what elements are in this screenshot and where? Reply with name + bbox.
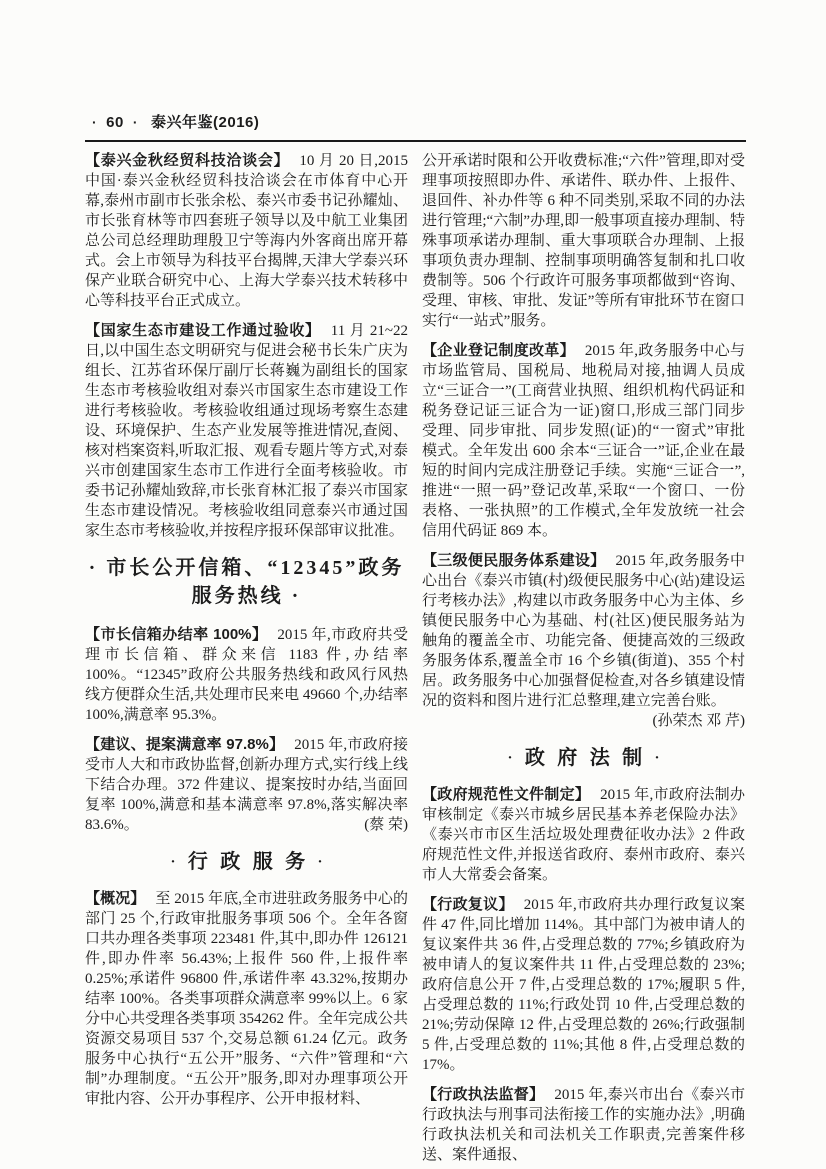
entry-body: 公开承诺时限和公开收费标准;“六件”管理,即对受理事项按照即办件、承诺件、联办件、上报件、退回件、补办件等 6 种不同类别,采取不同的办法进行管理;“六制”办理,即一般事项直接办理制、特殊事项承诺办理制、重大事项联合办理制、上报事项负责办理制、控制事项明确答复制和扎口收费制等。506 个行政许可服务事项都做到“咨询、受理、审核、审批、发证”等所有审批环节在窗口实行“一站式”服务。 — [422, 153, 745, 329]
page-number: 60 — [106, 114, 124, 131]
header-rule — [85, 140, 746, 142]
section-dot-left: · — [507, 750, 513, 766]
entry-title: 【建议、提案满意率 97.8%】 — [85, 736, 285, 753]
entry-title: 【行政复议】 — [422, 896, 514, 913]
section-dot-left: · — [170, 854, 176, 870]
header-dot-left: · — [92, 114, 98, 130]
entry-body: 2015 年,市政府共受理市长信箱、群众来信 1183 件,办结率 100%。“12345”政府公共服务热线和政风行风热线方便群众生活,共处理市民来电 49660 个,办结率 100%,满意率 95.3%。 — [85, 627, 408, 723]
entry-taixing-autumn-fair — [85, 151, 408, 311]
page-header — [85, 112, 746, 133]
entry-title: 【国家生态市建设工作通过验收】 — [85, 322, 321, 339]
left-column — [85, 151, 408, 1169]
entry-title: 【泰兴金秋经贸科技洽谈会】 — [85, 152, 290, 169]
entry-body: 2015 年,政务服务中心出台《泰兴市镇(村)级便民服务中心(站)建设运行考核办法》,构建以市政务服务中心为主体、乡镇便民服务中心为基础、村(社区)便民服务站为触角的覆盖全市、功能完备、便捷高效的三级政务服务体系,覆盖全市 16 个乡镇(街道)、355 个村居。政务服务中心加强督促检查,对各乡镇建设情况的资料和图片进行汇总整理,建立完善台账。 — [422, 553, 745, 709]
entry-enterprise-registration-reform — [422, 341, 745, 541]
entry-body: 11 月 21~22 日,以中国生态文明研究与促进会秘书长朱广庆为组长、江苏省环保厅副厅长蒋巍为副组长的国家生态市考核验收组对泰兴市国家生态市建设工作进行考核验收。考核验收组通过现场考察生态建设、环境保护、生态产业发展等推进情况,查阅、核对档案资料,听取汇报、观看专题片等方式,对泰兴市创建国家生态市工作进行全面考核验收。市委书记孙耀灿致辞,市长张育林汇报了泰兴市国家生态市建设情况。考核验收组同意泰兴市通过国家生态市考核验收,并按程序报环保部审议批准。 — [85, 323, 408, 539]
section-title-administrative-services — [85, 849, 408, 875]
entry-administrative-reconsideration — [422, 895, 745, 1075]
entry-body: 10 月 20 日,2015 中国·泰兴金秋经贸科技洽谈会在市体育中心开幕,泰州市副市长张余松、泰兴市委书记孙耀灿、市长张育林等市四套班子领导以及中航工业集团总公司总经理助理殷卫宁等海内外客商出席开幕式。会上市领导为科技平台揭牌,天津大学泰兴环保产业联合研究中心、上海大学泰兴技术转移中心等科技平台正式成立。 — [85, 153, 408, 309]
entry-proposal-satisfaction-rate — [85, 735, 408, 835]
chapter-title-mayor-mailbox-hotline — [85, 554, 408, 610]
byline-cai-rong: (蔡 荣) — [364, 817, 408, 833]
byline-sun-rongjie-deng-qin: (孙荣杰 邓 芹) — [652, 713, 745, 729]
entry-body: 2015 年,市政府法制办审核制定《泰兴市城乡居民基本养老保险办法》《泰兴市市区生活垃圾处理费征收办法》2 件政府规范性文件,并报送省政府、泰州市政府、泰兴市人大常委会备案。 — [422, 787, 745, 883]
section-title-government-legal-affairs — [422, 745, 745, 771]
chapter-title-line1: · 市长公开信箱、“12345”政务 — [88, 557, 405, 579]
right-column — [422, 151, 745, 1169]
chapter-title-line2: 服务热线 · — [191, 585, 302, 607]
entry-title: 【三级便民服务体系建设】 — [422, 552, 606, 569]
entry-title: 【政府规范性文件制定】 — [422, 786, 591, 803]
entry-mayor-mailbox-completion-rate — [85, 625, 408, 725]
header-dot-right: · — [132, 114, 139, 130]
entry-body: 2015 年,市政府共办理行政复议案件 47 件,同比增加 114%。其中部门为被申请人的复议案件共 36 件,占受理总数的 77%;乡镇政府为被申请人的复议案件共 11 件,占受理总数的 23%;政府信息公开 7 件,占受理总数的 17%;履职 5 件,占受理总数的 11%;行政处罚 10 件,占受理总数的 21%;劳动保障 12 件,占受理总数的 26%;行政强制 5 件,占受理总数的 11%;其他 8 件,占受理总数的 17%。 — [422, 897, 745, 1073]
section-title-text: 行政服务 — [187, 851, 318, 873]
entry-title: 【行政执法监督】 — [422, 1086, 545, 1103]
entry-body: 2015 年,泰兴市出台《泰兴市行政执法与刑事司法衔接工作的实施办法》,明确行政执法机关和司法机关工作职责,完善案件移送、案件通报、 — [422, 1087, 745, 1163]
entry-national-eco-city-acceptance — [85, 321, 408, 541]
book-title: 泰兴年鉴(2016) — [151, 114, 260, 131]
entry-normative-documents — [422, 785, 745, 885]
entry-body: 2015 年,政务服务中心与市场监管局、国税局、地税局对接,抽调人员成立“三证合一”(工商营业执照、组织机构代码证和税务登记证三证合为一证)窗口,形成三部门同步受理、同步审批、同步发照(证)的“一窗式”审批模式。全年发出 600 余本“三证合一”证,企业在最短的时间内完成注册登记手续。实施“三证合一”,推进“一照一码”登记改革,采取“一个窗口、一份表格、一张执照”的工作模式,全年发放统一社会信用代码证 869 本。 — [422, 343, 745, 539]
section-dot-right: · — [654, 750, 660, 766]
entry-body: 2015 年,市政府接受市人大和市政协监督,创新办理方式,实行线上线下结合办理。372 件建议、提案按时办结,当面回复率 100%,满意和基本满意率 97.8%,落实解决率 83.6%。 — [85, 737, 408, 833]
entry-title: 【概况】 — [85, 890, 146, 907]
entry-law-enforcement-supervision — [422, 1085, 745, 1165]
entry-title: 【市长信箱办结率 100%】 — [85, 626, 268, 643]
text-columns — [85, 151, 746, 1169]
section-title-text: 政府法制 — [524, 747, 655, 769]
entry-overview-continuation — [422, 151, 745, 331]
entry-overview — [85, 889, 408, 1109]
entry-title: 【企业登记制度改革】 — [422, 342, 575, 359]
section-dot-right: · — [317, 854, 323, 870]
entry-three-level-service-system — [422, 551, 745, 731]
entry-body: 至 2015 年底,全市进驻政务服务中心的部门 25 个,行政审批服务事项 506 个。全年各窗口共办理各类事项 223481 件,其中,即办件 126121 件,即办件率 56.43%;上报件 560 件,上报件率 0.25%;承诺件 96800 件,承诺件率 43.32%,按期办结率 100%。各类事项群众满意率 99%以上。6 家分中心共受理各类事项 354262 件。全年完成公共资源交易项目 537 个,交易总额 61.24 亿元。政务服务中心执行“五公开”服务、“六件”管理和“六制”办理制度。“五公开”服务,即对办理事项公开审批内容、公开办事程序、公开申报材料、 — [85, 891, 408, 1107]
